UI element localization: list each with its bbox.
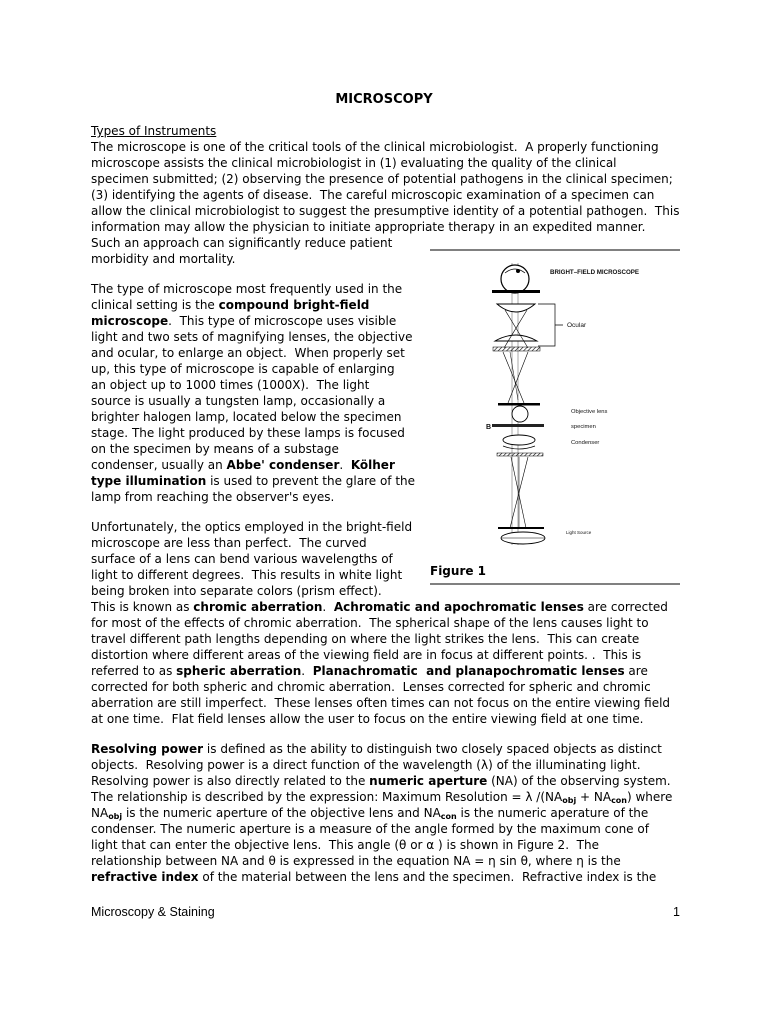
text-line [91,155,731,171]
text-line [91,869,731,885]
text-run: distortion where different areas of the viewing field are in focus at different points. . This is [91,648,642,662]
text-run: being broken into separate colors (prism effect). [91,584,382,598]
text-run: is used to prevent the glare of the [206,474,416,488]
ocular-lens-lower [495,335,537,341]
text-line [91,757,731,773]
bold-text-run: compound bright-field [218,298,370,312]
text-run: and ocular, to enlarge an object. When properly set [91,346,405,360]
text-run: clinical setting is the [91,298,219,312]
text-line [91,647,731,663]
text-run: is the numeric aperature of the [456,806,649,820]
text-run: NA [91,806,109,820]
microscope-diagram [492,263,563,545]
text-run: Resolving power is also directly related to the [91,774,370,788]
ocular-stop [493,347,540,351]
text-run: (NA) of the observing system. [487,774,671,788]
page-number: 1 [673,905,680,919]
text-line [91,187,731,203]
text-line [91,773,731,789]
text-line [91,837,731,853]
text-run: light and two sets of magnifying lenses, the objective [91,330,413,344]
objective-mount [498,403,540,406]
text-line [91,853,731,869]
text-line [91,203,731,219]
text-run: an object up to 1000 times (1000X). The light [91,378,370,392]
text-line [91,615,731,631]
figure-caption: Figure 1 [430,564,487,578]
text-run: light that can enter the objective lens. This angle (θ or α ) is shown in Figure 2. The [91,838,599,852]
text-run: information may allow the physician to initiate appropriate therapy in an expedited manner. [91,220,646,234]
text-line [91,711,731,727]
text-line [91,599,731,615]
text-line [91,805,731,821]
text-run: relationship between NA and θ is expressed in the equation NA = η sin θ, where η is the [91,854,621,868]
text-run: on the specimen by means of a substage [91,442,339,456]
text-run: are corrected [583,600,668,614]
bold-text-run: type illumination [91,474,207,488]
text-run: . [339,458,351,472]
text-run: ) where [627,790,673,804]
text-run: are [624,664,648,678]
text-run: travel different path lengths depending on where the light strikes the lens. This can create [91,632,640,646]
text-run: corrected for both spheric and chromic aberration. Lenses corrected for spheric and chromic [91,680,651,694]
text-line [91,219,731,235]
diagram-title: BRIGHT–FIELD MICROSCOPE [550,269,640,276]
text-run: lamp from reaching the observer's eyes. [91,490,335,504]
text-run: microscope assists the clinical microbiologist in (1) evaluating the quality of the clinical [91,156,617,170]
text-line [91,789,731,805]
text-run: brighter halogen lamp, located below the specimen [91,410,402,424]
text-run: The relationship is described by the expression: Maximum Resolution = λ /(NA [91,790,563,804]
text-run: The type of microscope most frequently used in the [91,282,403,296]
document-title: MICROSCOPY [335,92,433,107]
text-run: The microscope is one of the critical tools of the clinical microbiologist. A properly functioning [91,140,659,154]
subscript-run: obj [562,796,577,805]
text-run: allow the clinical microbiologist to suggest the presumptive identity of a potential pathogen. This [91,204,680,218]
text-run: microscope are less than perfect. The curved [91,536,367,550]
figure-1 [420,240,700,600]
text-run: is the numeric aperture of the objective lens and NA [122,806,441,820]
text-line [91,171,731,187]
objective-lens [512,406,528,422]
text-run: + NA [576,790,612,804]
label-stage-mark: B [486,424,492,431]
bold-text-run: spheric aberration [176,664,302,678]
text-line [91,631,731,647]
lamp-mount [498,527,544,529]
bold-text-run: microscope [91,314,169,328]
text-line [91,663,731,679]
text-run: aberration are still imperfect. These lenses often times can not focus on the entire viewing field [91,696,671,710]
text-run: for most of the effects of chromic aberration. The spherical shape of the lens causes light to [91,616,649,630]
text-run: condenser. The numeric aperture is a measure of the angle formed by the maximum cone of [91,822,649,836]
text-line [91,679,731,695]
bold-text-run: refractive index [91,870,199,884]
text-line [91,741,731,757]
text-run: morbidity and mortality. [91,252,236,266]
text-run: is defined as the ability to distinguish two closely spaced objects as distinct [203,742,662,756]
text-run: source is usually a tungsten lamp, occasionally a [91,394,386,408]
bold-text-run: chromic aberration [193,600,323,614]
text-run: light to different degrees. This results in white light [91,568,403,582]
text-run: This is known as [91,600,194,614]
text-run: stage. The light produced by these lamps is focused [91,426,405,440]
text-run: Unfortunately, the optics employed in the bright-field [91,520,413,534]
label-ocular: Ocular [567,322,587,329]
ocular-bracket [538,304,563,346]
label-objective-lens: Objective lens [571,409,608,415]
text-run: . This type of microscope uses visible [168,314,397,328]
bold-text-run: Kölher [350,458,395,472]
bold-text-run: Abbe' condenser [226,458,340,472]
text-run: surface of a lens can bend various wavelengths of [91,552,393,566]
text-run: referred to as [91,664,177,678]
text-line [91,695,731,711]
bold-text-run: Achromatic and apochromatic lenses [333,600,584,614]
text-run: of the material between the lens and the specimen. Refractive index is the [198,870,657,884]
footer-title: Microscopy & Staining [91,905,215,919]
bold-text-run: numeric aperture [369,774,488,788]
text-line [91,139,731,155]
condenser-diaphragm [497,453,543,456]
ocular-lens-upper [497,304,535,312]
text-run: specimen submitted; (2) observing the presence of potential pathogens in the clinical specimen; [91,172,673,186]
text-run: condenser, usually an [91,458,227,472]
subscript-run: con [440,812,457,821]
specimen-stage [492,424,544,427]
paragraph [91,741,731,885]
subscript-run: con [611,796,627,805]
subscript-run: obj [108,812,123,821]
text-run: . [301,664,313,678]
eyepiece-stop [492,290,540,293]
label-condenser: Condenser [571,440,600,446]
text-run: objects. Resolving power is a direct function of the wavelength (λ) of the illuminating light. [91,758,641,772]
text-run: (3) identifying the agents of disease. The careful microscopic examination of a specimen can [91,188,655,202]
text-run: . [322,600,334,614]
label-light-source: Light Source [566,530,592,535]
bold-text-run: Resolving power [91,742,204,756]
label-specimen: specimen [571,424,596,430]
text-run: up, this type of microscope is capable of enlarging [91,362,395,376]
condenser-lens [503,435,535,445]
section-heading: Types of Instruments [91,124,217,138]
text-run: Such an approach can significantly reduce patient [91,236,393,250]
bold-text-run: Planachromatic and planapochromatic lenses [312,664,625,678]
text-line [91,821,731,837]
text-run: at one time. Flat field lenses allow the user to focus on the entire viewing field at one time. [91,712,644,726]
